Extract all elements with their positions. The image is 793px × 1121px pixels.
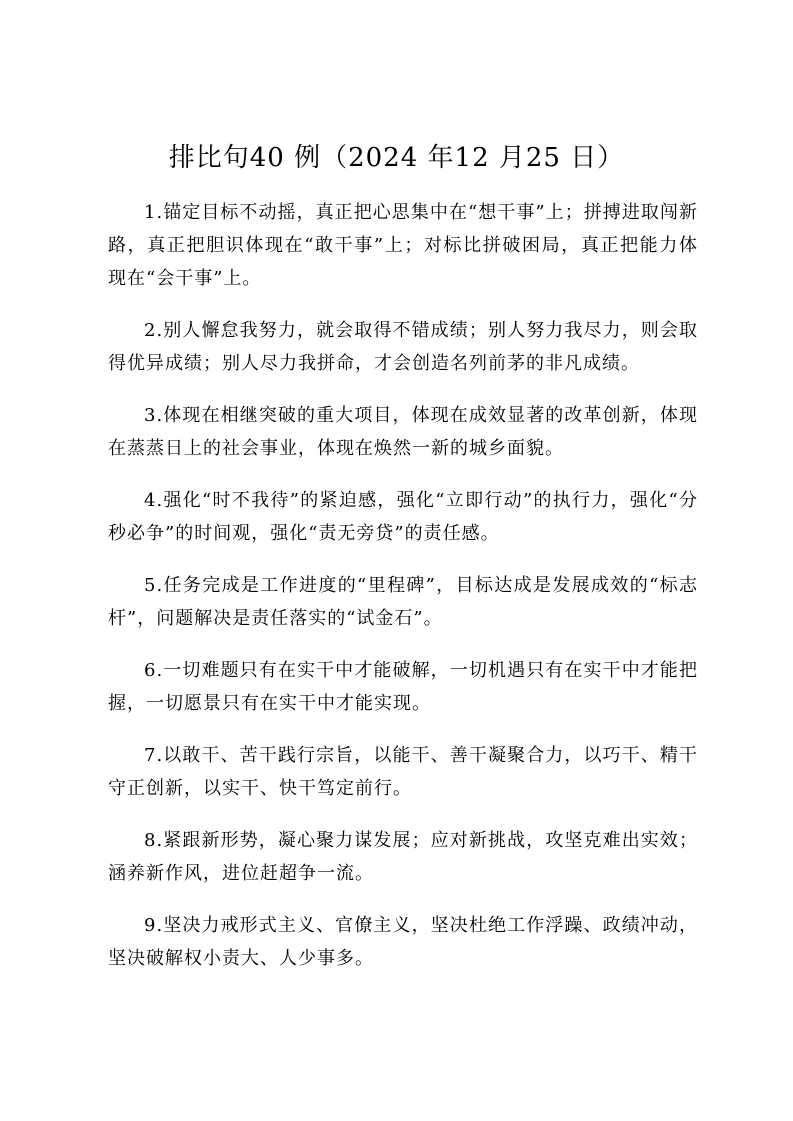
list-item: 8.紧跟新形势，凝心聚力谋发展；应对新挑战，攻坚克难出实效；涵养新作风，进位赶超争一流。: [108, 830, 698, 884]
list-item: 1.锚定目标不动摇，真正把心思集中在“想干事”上；拼搏进取闯新路，真正把胆识体现在“敢干事”上；对标比拼破困局，真正把能力体现在“会干事”上。: [108, 202, 698, 289]
list-item: 2.别人懈怠我努力，就会取得不错成绩；别人努力我尽力，则会取得优异成绩；别人尽力我拼命，才会创造名列前茅的非凡成绩。: [108, 320, 698, 374]
list-item: 3.体现在相继突破的重大项目，体现在成效显著的改革创新，体现在蒸蒸日上的社会事业，体现在焕然一新的城乡面貌。: [108, 405, 698, 459]
list-item: 6.一切难题只有在实干中才能破解，一切机遇只有在实干中才能把握，一切愿景只有在实干中才能实现。: [108, 660, 698, 714]
list-item: 7.以敢干、苦干践行宗旨，以能干、善干凝聚合力，以巧干、精干守正创新，以实干、快干笃定前行。: [108, 745, 698, 799]
list-item: 4.强化“时不我待”的紧迫感，强化“立即行动”的执行力，强化“分秒必争”的时间观，强化“责无旁贷”的责任感。: [108, 490, 698, 544]
list-item: 5.任务完成是工作进度的“里程碑”，目标达成是发展成效的“标志杆”，问题解决是责任落实的“试金石”。: [108, 575, 698, 629]
page-title: 排比句40 例（2024 年12 月25 日）: [168, 143, 625, 173]
sentence-list: [108, 196, 698, 994]
list-item: 9.坚决力戒形式主义、官僚主义，坚决杜绝工作浮躁、政绩冲动，坚决破解权小责大、人少事多。: [108, 915, 698, 969]
